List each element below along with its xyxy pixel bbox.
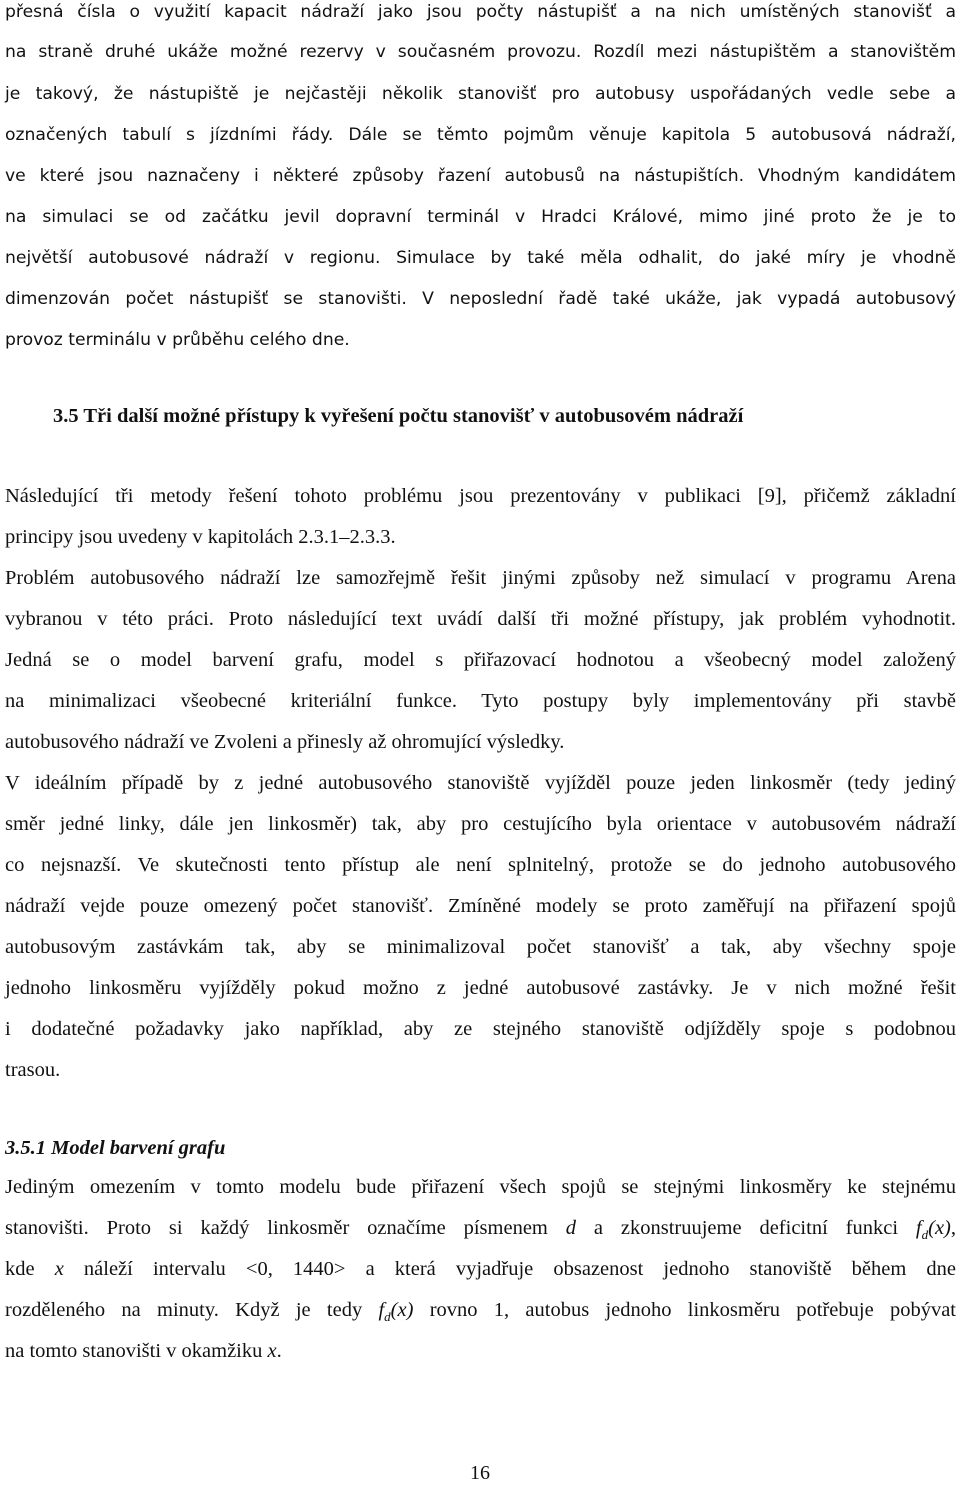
text-line: trasou. xyxy=(5,1059,61,1081)
text-line: rozděleného na minuty. Když je tedy $f_d(x)$ rovno 1, autobus jednoho linkosměru potřebuje pobývat xyxy=(5,1299,956,1325)
text-line: přesná čísla o využití kapacit nádraží jako jsou počty nástupišť a na nich umístěných stanovišť a xyxy=(5,2,956,22)
text-line: nádraží vejde pouze omezený počet stanovišť. Zmíněné modely se proto zaměřují na přiřazení spojů xyxy=(5,895,956,917)
text-line: na tomto stanovišti v okamžiku x. xyxy=(5,1340,282,1362)
text-line: Jediným omezením v tomto modelu bude přiřazení všech spojů se stejnými linkosměry ke stejnému xyxy=(5,1176,956,1198)
subsection-heading: 3.5.1 Model barvení grafu xyxy=(5,1137,226,1159)
text-line: směr jedné linky, dále jen linkosměr) tak, aby pro cestujícího byla orientace v autobusovém nádraží xyxy=(5,813,956,835)
text-line: největší autobusové nádraží v regionu. Simulace by také měla odhalit, do jaké míry je vhodně xyxy=(5,248,956,268)
text-line: provoz terminálu v průběhu celého dne. xyxy=(5,330,350,350)
text-line: Jedná se o model barvení grafu, model s přiřazovací hodnotou a všeobecný model založený xyxy=(5,649,956,671)
math-func: $f_d(x)$ xyxy=(915,1217,951,1243)
text-line: autobusovým zastávkám tak, aby se minimalizoval počet stanovišť a tak, aby všechny spoje xyxy=(5,936,956,958)
text-line: stanovišti. Proto si každý linkosměr označíme písmenem d a zkonstruujeme deficitní funkci $f_d(x)$, xyxy=(5,1217,957,1243)
text-line: autobusového nádraží ve Zvoleni a přinesly až ohromující výsledky. xyxy=(5,731,565,753)
section-heading: 3.5 Tři další možné přístupy k vyřešení počtu stanovišť v autobusovém nádraží xyxy=(53,405,744,427)
text-line: vybranou v této práci. Proto následující text uvádí další tři možné přístupy, jak problém vyhodnotit. xyxy=(5,608,956,630)
page-number: 16 xyxy=(470,1462,490,1484)
text-line: je takový, že nástupiště je nejčastěji několik stanovišť pro autobusy uspořádaných vedle sebe a xyxy=(5,84,956,104)
math-func: $f_d(x)$ xyxy=(378,1299,414,1325)
text-line: ve které jsou naznačeny i některé způsoby řazení autobusů na nástupištích. Vhodným kandidátem xyxy=(5,166,956,186)
text-line: jednoho linkosměru vyjížděly pokud možno z jedné autobusové zastávky. Je v nich možné řešit xyxy=(5,977,956,999)
text-line: co nejsnazší. Ve skutečnosti tento přístup ale není splnitelný, protože se do jednoho autobusového xyxy=(5,854,956,876)
math-var: d xyxy=(565,1217,577,1239)
text-line: na simulaci se od začátku jevil dopravní terminál v Hradci Králové, mimo jiné proto že je to xyxy=(5,207,956,227)
text-line: V ideálním případě by z jedné autobusového stanoviště vyjížděl pouze jeden linkosměr (tedy jediný xyxy=(5,772,956,794)
text-line: označených tabulí s jízdními řády. Dále se těmto pojmům věnuje kapitola 5 autobusová nádraží, xyxy=(5,125,956,145)
text-line: dimenzován počet nástupišť se stanovišti. V neposlední řadě také ukáže, jak vypadá autobusový xyxy=(5,289,956,309)
text-line: na minimalizaci všeobecné kriteriální funkce. Tyto postupy byly implementovány při stavbě xyxy=(5,690,956,712)
text-line: kde x náleží intervalu <0, 1440> a která vyjadřuje obsazenost jednoho stanoviště během dne xyxy=(5,1258,956,1280)
math-var: x xyxy=(267,1340,277,1362)
text-line: Problém autobusového nádraží lze samozřejmě řešit jinými způsoby než simulací v programu Arena xyxy=(5,567,956,589)
text-line: i dodatečné požadavky jako například, aby ze stejného stanoviště odjížděly spoje s podobnou xyxy=(5,1018,956,1040)
text-line: Následující tři metody řešení tohoto problému jsou prezentovány v publikaci [9], přičemž základní xyxy=(5,485,956,507)
text-line: na straně druhé ukáže možné rezervy v současném provozu. Rozdíl mezi nástupištěm a stanovištěm xyxy=(5,42,956,62)
math-var: x xyxy=(54,1258,64,1280)
text-line: principy jsou uvedeny v kapitolách 2.3.1–2.3.3. xyxy=(5,526,396,548)
